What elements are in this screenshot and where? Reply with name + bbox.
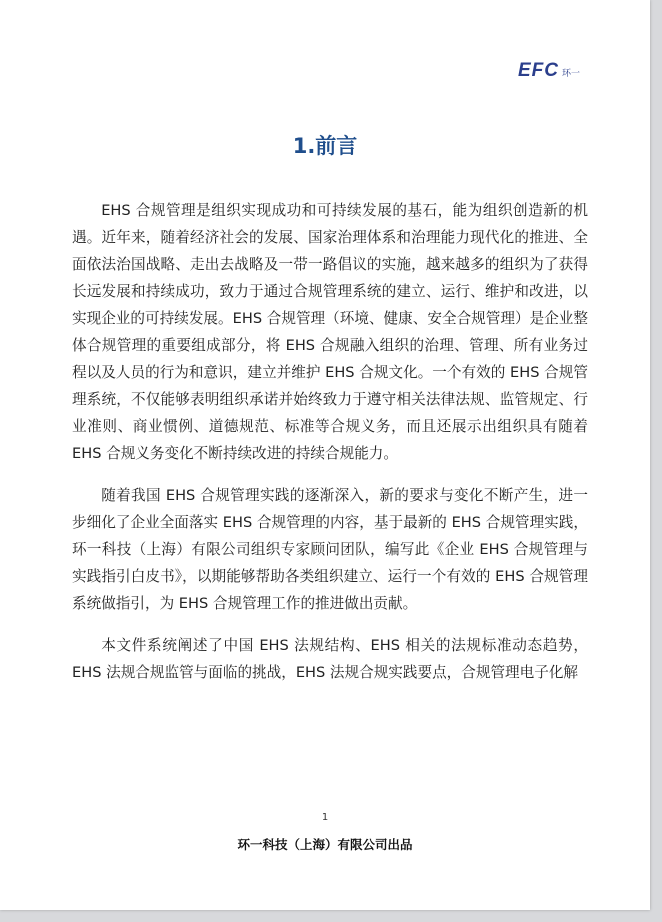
paragraph-1: EHS 合规管理是组织实现成功和可持续发展的基石，能为组织创造新的机遇。近年来，随着经济社会的发展、国家治理体系和治理能力现代化的推进、全面依法治国战略、走出去战略及一带一路倡议的实施，越来越多的组织为了获得长远发展和持续成功，致力于通过合规管理系统的建立、运行、维护和改进，以实现企业的可持续发展。EHS 合规管理（环境、健康、安全合规管理）是企业整体合规管理的重要组成部分，将 EHS 合规融入组织的治理、管理、所有业务过程以及人员的行为和意识，建立并维护 EHS 合规文化。一个有效的 EHS 合规管理系统，不仅能够表明组织承诺并始终致力于遵守相关法律法规、监管规定、行业准则、商业惯例、道德规范、标准等合规义务，而且还展示出组织具有随着 EHS 合规义务变化不断持续改进的持续合规能力。 — [72, 202, 588, 462]
section-title: 1.前言 — [292, 134, 358, 158]
logo-subtext: 环一 — [561, 69, 580, 79]
paragraph-3: 本文件系统阐述了中国 EHS 法规结构、EHS 相关的法规标准动态趋势，EHS 法规合规监管与面临的挑战，EHS 法规合规实践要点，合规管理电子化解 — [72, 637, 588, 681]
footer-text: 环一科技（上海）有限公司出品 — [237, 837, 413, 852]
company-logo — [518, 60, 580, 82]
body-text — [72, 197, 588, 701]
logo-mark: EFC — [517, 60, 559, 81]
paragraph-2: 随着我国 EHS 合规管理实践的逐渐深入，新的要求与变化不断产生，进一步细化了企业全面落实 EHS 合规管理的内容，基于最新的 EHS 合规管理实践，环一科技（上海）有限公司组织专家顾问团队，编写此《企业 EHS 合规管理与实践指引白皮书》，以期能够帮助各类组织建立、运行一个有效的 EHS 合规管理系统做指引，为 EHS 合规管理工作的推进做出贡献。 — [72, 487, 588, 612]
page-number: 1 — [321, 812, 329, 823]
